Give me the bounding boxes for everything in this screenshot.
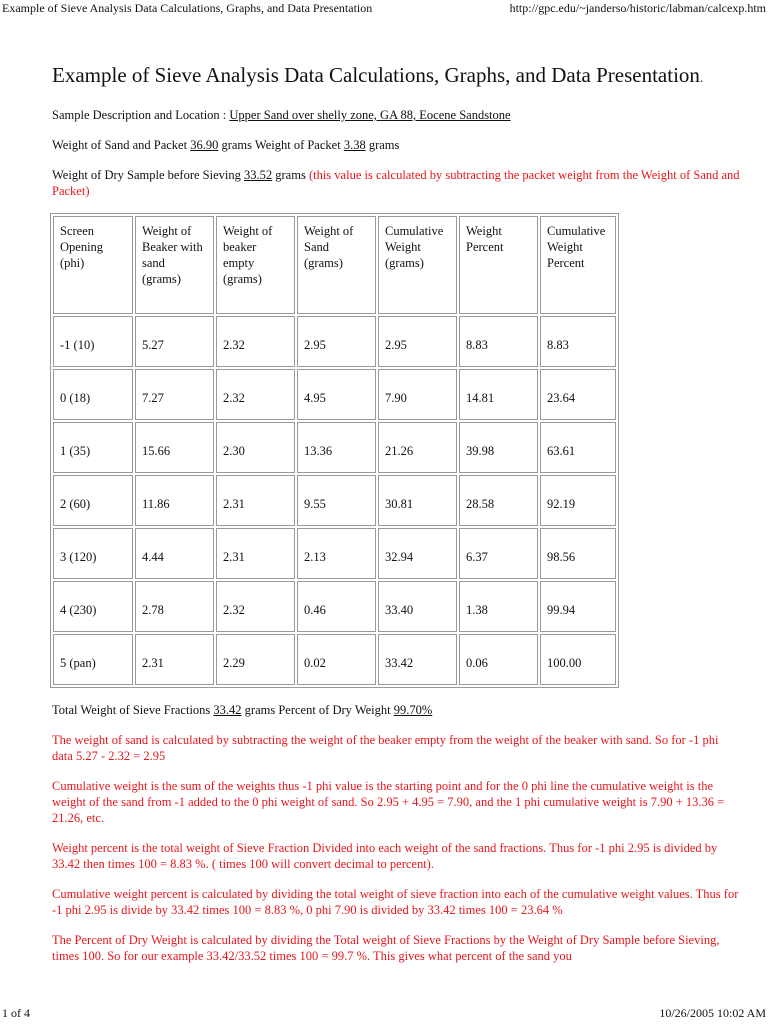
sample-description <box>52 107 742 123</box>
table-cell: 0.06 <box>459 634 538 685</box>
table-header-row <box>53 216 616 314</box>
table-row <box>53 634 616 685</box>
note-weight-percent: Weight percent is the total weight of Sieve Fraction Divided into each weight of the sand fractions. Thus for -1 phi 2.95 is divided by 33.42 then times 100 = 8.83 %. ( times 100 will convert decimal to percent). <box>52 841 718 871</box>
table-row <box>53 475 616 526</box>
table-cell: 1.38 <box>459 581 538 632</box>
note-cumulative-percent: Cumulative weight percent is calculated by dividing the total weight of sieve fraction into each of the cumulative weight values. Thus for -1 phi 2.95 is divide by 33.42 times 100 = 8.83 %, 0 phi 7.90 is divided by 33.42 times 100 = 23.64 % <box>52 887 739 917</box>
packet-value: 3.38 <box>343 138 366 152</box>
table-cell: 4.95 <box>297 369 376 420</box>
header-cell: Screen Opening (phi) <box>53 216 133 314</box>
table-cell: 8.83 <box>459 316 538 367</box>
table-cell: 2.95 <box>378 316 457 367</box>
table-cell: 23.64 <box>540 369 616 420</box>
note-percent-dry: The Percent of Dry Weight is calculated by dividing the Total weight of Sieve Fractions by the Weight of Dry Sample before Sieving, times 100. So for our example 33.42/33.52 times 100 = 99.7 %. This gives what percent of the sand you <box>52 933 720 963</box>
dry-weight-unit: grams <box>272 168 309 182</box>
table-cell: 99.94 <box>540 581 616 632</box>
header-cell: Weight of Beaker with sand (grams) <box>135 216 214 314</box>
table-cell: 2.32 <box>216 316 295 367</box>
table-cell: 2.95 <box>297 316 376 367</box>
table-row <box>53 369 616 420</box>
table-row <box>53 422 616 473</box>
table-cell: 2.31 <box>135 634 214 685</box>
packet-label: grams Weight of Packet <box>218 138 344 152</box>
table-cell: 2 (60) <box>53 475 133 526</box>
page-title <box>52 62 742 91</box>
table-cell: 15.66 <box>135 422 214 473</box>
percent-dry-label: grams Percent of Dry Weight <box>241 703 394 717</box>
page-title-text: Example of Sieve Analysis Data Calculations, Graphs, and Data Presentation <box>52 63 700 87</box>
total-label: Total Weight of Sieve Fractions <box>52 703 214 717</box>
header-cell: Weight Percent <box>459 216 538 314</box>
document-body <box>52 62 742 978</box>
table-row <box>53 316 616 367</box>
total-weight-line <box>52 702 742 718</box>
table-cell: 1 (35) <box>53 422 133 473</box>
table-cell: 33.42 <box>378 634 457 685</box>
table-cell: 21.26 <box>378 422 457 473</box>
table-cell: 7.27 <box>135 369 214 420</box>
table-cell: 14.81 <box>459 369 538 420</box>
table-cell: 7.90 <box>378 369 457 420</box>
header-cell: Weight of beaker empty (grams) <box>216 216 295 314</box>
table-cell: 28.58 <box>459 475 538 526</box>
header-cell: Cumulative Weight (grams) <box>378 216 457 314</box>
table-cell: 2.32 <box>216 581 295 632</box>
table-cell: 13.36 <box>297 422 376 473</box>
table-cell: 2.31 <box>216 528 295 579</box>
header-cell: Weight of Sand (grams) <box>297 216 376 314</box>
header-url[interactable]: http://gpc.edu/~janderso/historic/labman/calcexp.htm <box>509 1 766 15</box>
header-title: Example of Sieve Analysis Data Calculations, Graphs, and Data Presentation <box>2 1 373 15</box>
sand-packet-label: Weight of Sand and Packet <box>52 138 191 152</box>
sieve-data-table <box>50 213 619 688</box>
table-cell: 2.29 <box>216 634 295 685</box>
table-cell: 0.02 <box>297 634 376 685</box>
table-cell: -1 (10) <box>53 316 133 367</box>
sample-value: Upper Sand over shelly zone, GA 88, Eocene Sandstone <box>229 108 511 122</box>
dry-weight-note: (this value is calculated by subtracting the packet weight from the Weight of Sand and Packet) <box>52 168 740 198</box>
table-cell: 11.86 <box>135 475 214 526</box>
dry-weight-value: 33.52 <box>244 168 273 182</box>
table-cell: 5 (pan) <box>53 634 133 685</box>
table-cell: 3 (120) <box>53 528 133 579</box>
page-number: 1 of 4 <box>2 1006 30 1020</box>
table-cell: 2.13 <box>297 528 376 579</box>
table-cell: 33.40 <box>378 581 457 632</box>
page-title-dot: . <box>699 70 704 85</box>
table-cell: 63.61 <box>540 422 616 473</box>
table-cell: 30.81 <box>378 475 457 526</box>
weights-line <box>52 137 742 153</box>
table-cell: 98.56 <box>540 528 616 579</box>
table-cell: 5.27 <box>135 316 214 367</box>
table-row <box>53 581 616 632</box>
dry-weight-label: Weight of Dry Sample before Sieving <box>52 168 245 182</box>
header-cell: Cumulative Weight Percent <box>540 216 616 314</box>
table-cell: 8.83 <box>540 316 616 367</box>
table-cell: 2.30 <box>216 422 295 473</box>
table-cell: 6.37 <box>459 528 538 579</box>
total-value: 33.42 <box>213 703 242 717</box>
note-cumulative-weight: Cumulative weight is the sum of the weights thus -1 phi value is the starting point and for the 0 phi line the cumulative weight is the weight of the sand from -1 added to the 0 phi weight of sand. So 2.95 + 4.95 = 7.90, and the 1 phi cumulative weight is 7.90 + 13.36 = 21.26, etc. <box>52 779 725 825</box>
dry-weight-line <box>52 167 742 199</box>
table-cell: 4.44 <box>135 528 214 579</box>
table-cell: 9.55 <box>297 475 376 526</box>
table-cell: 0 (18) <box>53 369 133 420</box>
grams-unit: grams <box>365 138 400 152</box>
table-cell: 4 (230) <box>53 581 133 632</box>
table-cell: 39.98 <box>459 422 538 473</box>
print-timestamp: 10/26/2005 10:02 AM <box>659 1006 766 1020</box>
print-footer <box>0 1004 768 1024</box>
table-cell: 2.31 <box>216 475 295 526</box>
percent-dry-value: 99.70% <box>393 703 433 717</box>
note-sand-weight: The weight of sand is calculated by subtracting the weight of the beaker empty from the weight of the beaker with sand. So for -1 phi data 5.27 - 2.32 = 2.95 <box>52 733 719 763</box>
table-cell: 32.94 <box>378 528 457 579</box>
table-cell: 2.78 <box>135 581 214 632</box>
sand-packet-value: 36.90 <box>190 138 219 152</box>
sample-label: Sample Description and Location : <box>52 108 230 122</box>
print-header <box>0 0 768 20</box>
table-row <box>53 528 616 579</box>
table-cell: 0.46 <box>297 581 376 632</box>
table-cell: 92.19 <box>540 475 616 526</box>
table-cell: 100.00 <box>540 634 616 685</box>
table-cell: 2.32 <box>216 369 295 420</box>
